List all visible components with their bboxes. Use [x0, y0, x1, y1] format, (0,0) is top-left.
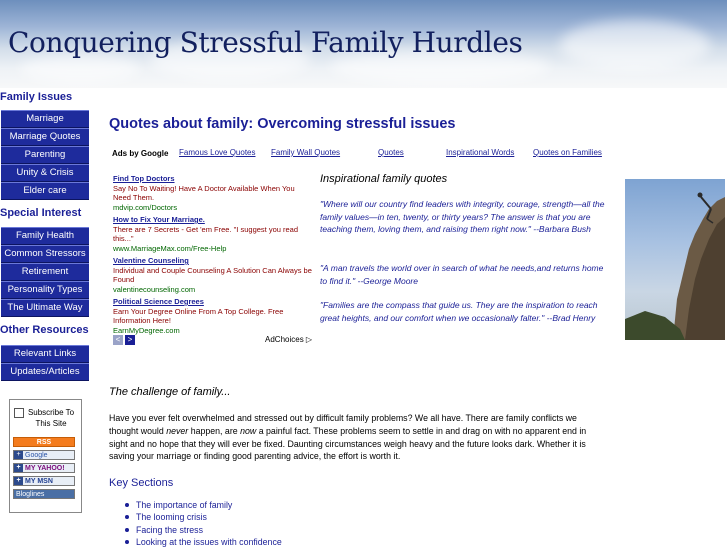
nav-parenting[interactable]: Parenting	[1, 146, 89, 164]
nav-retirement[interactable]: Retirement	[1, 263, 89, 281]
subscribe-label: Subscribe To This Site	[27, 408, 75, 428]
key-sections-list	[124, 499, 282, 548]
nav-unity-crisis[interactable]: Unity & Crisis	[1, 164, 89, 182]
ad-title[interactable]: Valentine Counseling	[113, 256, 189, 265]
plus-icon: +	[14, 451, 23, 459]
ad-title[interactable]: Political Science Degrees	[113, 297, 204, 306]
subscribe-checkbox-icon	[14, 408, 24, 418]
google-label: Google	[25, 452, 48, 459]
bloglines-button[interactable]: Bloglines	[13, 489, 75, 499]
adchoices-link[interactable]: AdChoices ▷	[265, 335, 313, 344]
climber-cliff-illustration	[625, 179, 725, 340]
quotes-heading: Inspirational family quotes	[320, 173, 448, 185]
ad-url[interactable]: www.MarriageMax.com/Free-Help	[113, 243, 227, 253]
plus-icon: +	[14, 477, 23, 485]
sidebar-heading-other-resources: Other Resources	[0, 324, 89, 336]
quote-george-moore: "A man travels the world over in search of what he needs,and returns home to find it." --George Moore	[320, 263, 604, 286]
nav-family-health[interactable]: Family Health	[1, 227, 89, 245]
ad-item	[113, 215, 313, 253]
ad-title[interactable]: How to Fix Your Marriage.	[113, 215, 205, 224]
challenge-emphasis-never: never	[166, 425, 189, 436]
nav-marriage-quotes[interactable]: Marriage Quotes	[1, 128, 89, 146]
ad-link-famous-love-quotes[interactable]: Famous Love Quotes	[179, 148, 256, 157]
ad-link-quotes-on-families[interactable]: Quotes on Families	[533, 148, 602, 157]
subscribe-box	[9, 399, 82, 513]
yahoo-label: MY YAHOO!	[25, 465, 65, 472]
site-banner	[0, 0, 727, 88]
ad-link-family-wall-quotes[interactable]: Family Wall Quotes	[271, 148, 341, 157]
climber-cliff-image	[625, 179, 725, 340]
challenge-text-part: happen, are	[188, 425, 241, 436]
rss-button[interactable]: RSS	[13, 437, 75, 447]
ad-description: Say No To Waiting! Have A Doctor Available When You Need Them.	[113, 183, 295, 202]
nav-common-stressors[interactable]: Common Stressors	[1, 245, 89, 263]
ad-item	[113, 174, 313, 212]
ad-prev-arrow-icon[interactable]: <	[113, 335, 123, 345]
challenge-paragraph	[109, 412, 607, 463]
ad-description: Individual and Couple Counseling A Solution Can Always be Found	[113, 265, 312, 284]
key-section-link[interactable]: The importance of family	[124, 499, 282, 511]
site-title: Conquering Stressful Family Hurdles	[8, 26, 523, 59]
nav-ultimate-way[interactable]: The Ultimate Way	[1, 299, 89, 317]
ad-link-quotes[interactable]: Quotes	[378, 148, 404, 157]
ads-block	[113, 174, 313, 338]
ad-link-inspirational-words[interactable]: Inspirational Words	[446, 148, 515, 157]
challenge-heading: The challenge of family...	[109, 386, 231, 398]
key-section-link[interactable]: Facing the stress	[124, 524, 282, 536]
key-section-link[interactable]: The looming crisis	[124, 511, 282, 523]
nav-updates-articles[interactable]: Updates/Articles	[1, 363, 89, 381]
ad-description: There are 7 Secrets - Get 'em Free. "I suggest you read this..."	[113, 224, 299, 243]
quote-barbara-bush: "Where will our country find leaders with integrity, courage, strength—all the family values—in ten, twenty, or thirty years? The answer is that you are teaching them, loving them, and raising them right now." --Barbara Bush	[320, 199, 605, 234]
sidebar-heading-special-interest: Special Interest	[0, 207, 82, 219]
key-section-link[interactable]: Looking at the issues with confidence	[124, 536, 282, 548]
ad-description: Earn Your Degree Online From A Top College. Free Information Here!	[113, 306, 284, 325]
ad-title[interactable]: Find Top Doctors	[113, 174, 175, 183]
ad-item	[113, 256, 313, 294]
challenge-emphasis-now: now	[240, 425, 257, 436]
sidebar-heading-family-issues: Family Issues	[0, 91, 73, 103]
ads-by-google-label: Ads by Google	[112, 149, 169, 158]
page-title: Quotes about family: Overcoming stressful issues	[109, 116, 456, 132]
ad-next-arrow-icon[interactable]: >	[125, 335, 135, 345]
nav-relevant-links[interactable]: Relevant Links	[1, 345, 89, 363]
add-to-my-msn-button[interactable]	[13, 476, 75, 486]
nav-elder-care[interactable]: Elder care	[1, 182, 89, 200]
nav-marriage[interactable]: Marriage	[1, 110, 89, 128]
nav-personality-types[interactable]: Personality Types	[1, 281, 89, 299]
ad-url[interactable]: EarnMyDegree.com	[113, 325, 180, 335]
ad-url[interactable]: mdvip.com/Doctors	[113, 202, 178, 212]
msn-label: MY MSN	[25, 478, 53, 485]
ad-url[interactable]: valentinecounseling.com	[113, 284, 196, 294]
quote-brad-henry: "Families are the compass that guide us. They are the inspiration to reach great heights, and our comfort when we occasionally falter." --Brad Henry	[320, 300, 598, 323]
challenge-text-part: Have you ever felt overwhelmed and stressed out by difficult family problems? We all have. There are family conflicts we thought would	[109, 413, 577, 436]
challenge-text-part: a painful fact. These problems seem to settle in and drag on with no apparent end in sight and no hope that they will ever be fixed. Daunting circumstances weigh heavy and the future looks dark. Whether it is saving your marriage or finding good parenting advice, the effort is worth it.	[109, 425, 587, 462]
add-to-google-button[interactable]	[13, 450, 75, 460]
ad-item	[113, 297, 313, 335]
add-to-my-yahoo-button[interactable]	[13, 463, 75, 473]
key-sections-heading: Key Sections	[109, 477, 174, 489]
plus-icon: +	[14, 464, 23, 472]
